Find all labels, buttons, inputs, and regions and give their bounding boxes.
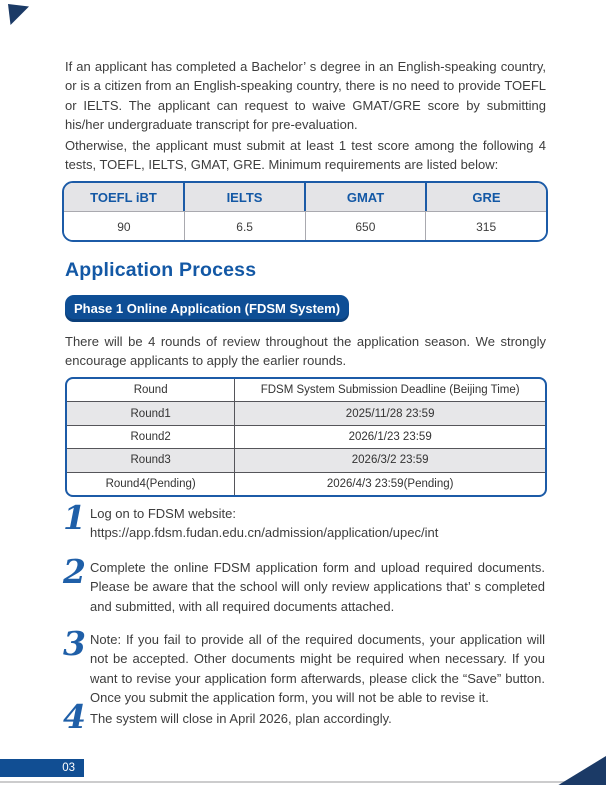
step-text: The system will close in April 2026, plan accordingly. bbox=[90, 711, 392, 726]
application-step-3 bbox=[63, 624, 545, 708]
page-number-bar bbox=[0, 759, 84, 777]
score-header-cell: GRE bbox=[425, 183, 546, 211]
phase-1-badge: Phase 1 Online Application (FDSM System) bbox=[65, 295, 349, 322]
rounds-table-row bbox=[67, 448, 545, 471]
step-text: Note: If you fail to provide all of the required documents, your application will not be accepted. Other documents might be required when necessary. If you want to revise your application form afterwards, please click the “Save” button. Once you submit the application form, you will not be able to revise it. bbox=[90, 632, 545, 706]
score-value-cell: 6.5 bbox=[184, 212, 305, 241]
page-title: Application Process bbox=[65, 259, 257, 281]
fdsm-url[interactable]: https://app.fdsm.fudan.edu.cn/admission/application/upec/int bbox=[90, 525, 439, 541]
step-number: 4 bbox=[63, 697, 86, 736]
corner-decoration-top-left bbox=[8, 4, 29, 25]
score-header-cell: GMAT bbox=[304, 183, 425, 211]
rounds-intro-paragraph: There will be 4 rounds of review throughout the application season. We strongly encourage applicants to apply the earlier rounds. bbox=[65, 334, 546, 369]
application-step-1 bbox=[63, 498, 545, 543]
application-step-4 bbox=[63, 697, 545, 736]
application-step-2 bbox=[63, 552, 545, 616]
score-header-cell: IELTS bbox=[183, 183, 304, 211]
round-cell: Round4(Pending) bbox=[67, 473, 235, 495]
deadline-cell: 2026/4/3 23:59(Pending) bbox=[326, 477, 454, 490]
page-bottom-divider bbox=[0, 781, 606, 783]
rounds-table-row bbox=[67, 472, 545, 495]
test-score-table-value-row bbox=[64, 211, 546, 241]
rounds-table-row bbox=[67, 401, 545, 424]
test-score-table bbox=[62, 181, 548, 242]
step-number: 2 bbox=[63, 552, 86, 591]
round-cell: Round bbox=[67, 379, 235, 401]
score-header-cell: TOEFL iBT bbox=[90, 189, 157, 205]
page-number: 03 bbox=[62, 762, 75, 774]
intro-paragraph-minimum-requirements: Otherwise, the applicant must submit at least 1 test score among the following 4 tests, TOEFL, IELTS, GMAT, GRE. Minimum requirements are listed below: bbox=[65, 138, 546, 173]
deadline-cell: 2026/1/23 23:59 bbox=[348, 430, 432, 443]
test-score-table-header-row bbox=[64, 183, 546, 211]
step-number: 3 bbox=[63, 624, 86, 663]
step-text bbox=[90, 502, 545, 543]
rounds-table-row bbox=[67, 425, 545, 448]
intro-paragraph-waiver: If an applicant has completed a Bachelor’ s degree in an English-speaking country, or is a citizen from an English-speaking country, there is no need to provide TOEFL or IELTS. The applicant can request to waive GMAT/GRE score by submitting his/her undergraduate transcript for pre-evaluation. bbox=[65, 59, 546, 133]
score-value-cell: 315 bbox=[425, 212, 546, 241]
round-cell: Round1 bbox=[67, 402, 235, 424]
deadline-cell: FDSM System Submission Deadline (Beijing Time) bbox=[260, 384, 520, 397]
score-value-cell: 90 bbox=[117, 219, 131, 234]
step-number: 1 bbox=[63, 498, 86, 537]
round-cell: Round3 bbox=[67, 449, 235, 471]
deadline-cell: 2025/11/28 23:59 bbox=[345, 407, 435, 420]
rounds-table-header-row bbox=[67, 379, 545, 401]
step-text-line: Log on to FDSM website: bbox=[90, 506, 236, 521]
step-text: Complete the online FDSM application form and upload required documents. Please be aware that the school will only review applications that’ s completed and submitted, with all required documents attached. bbox=[90, 560, 545, 614]
score-value-cell: 650 bbox=[305, 212, 426, 241]
deadline-cell: 2026/3/2 23:59 bbox=[351, 454, 429, 467]
rounds-deadline-table bbox=[65, 377, 547, 497]
round-cell: Round2 bbox=[67, 426, 235, 448]
